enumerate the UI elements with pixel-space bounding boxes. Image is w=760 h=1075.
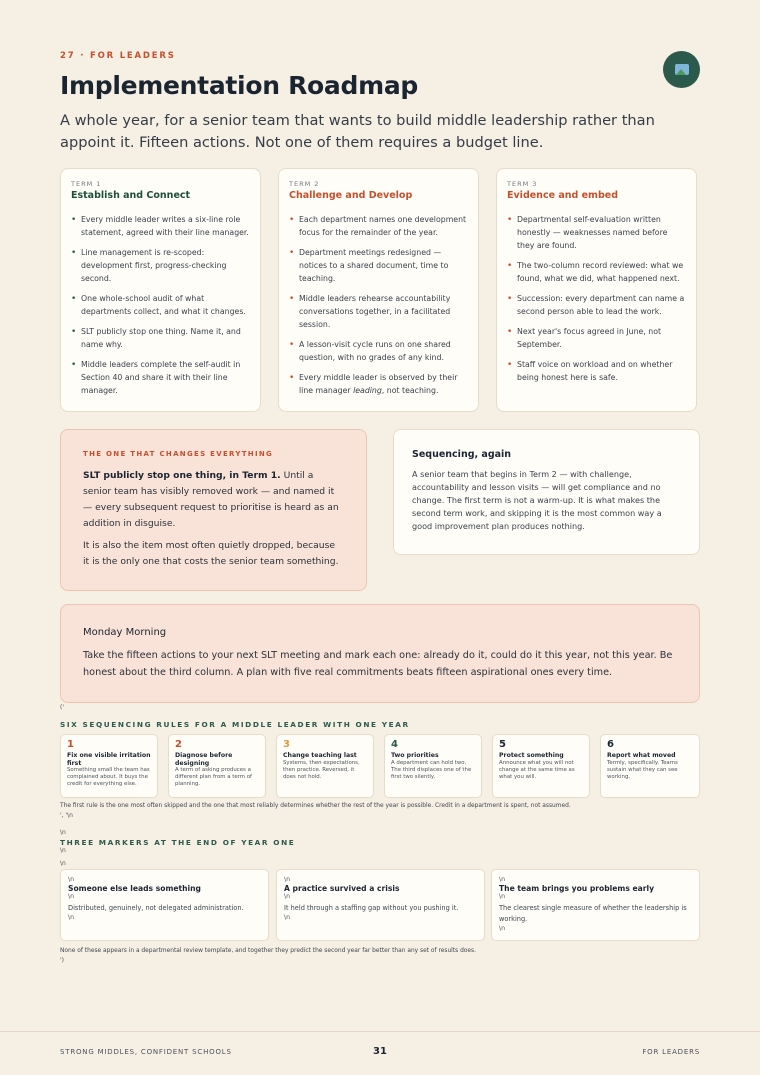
list-item: • Departmental self-evaluation written honestly — weaknesses named before they are found. (507, 214, 686, 252)
footer-divider (0, 1031, 760, 1032)
rules-heading: SIX SEQUENCING RULES FOR A MIDDLE LEADER WITH ONE YEAR (60, 720, 410, 729)
rule-title: Report what moved (607, 752, 676, 759)
rule-card (60, 734, 158, 798)
raw-fragment: \n (499, 876, 506, 883)
rule-number: 6 (607, 739, 614, 750)
list-item-text: Every middle leader is observed by their line manager leading, not teaching. (299, 372, 458, 395)
rule-number: 1 (67, 739, 74, 750)
rule-card (384, 734, 482, 798)
marker-description: The clearest single measure of whether the leadership is working. (499, 904, 687, 923)
raw-fragment: \n (499, 925, 506, 932)
raw-fragment: \n (60, 829, 66, 836)
raw-fragment: ', '\n (60, 812, 73, 819)
term-3-card (496, 168, 697, 412)
list-item: • Staff voice on workload and on whether being honest here is safe. (507, 359, 686, 385)
list-item: • Succession: every department can name a second person able to lead the work. (507, 293, 686, 319)
raw-fragment: (' (60, 704, 64, 711)
term-label: TERM 1 (71, 180, 102, 188)
rule-description: Termly, specifically. Teams sustain what they can see working. (607, 759, 678, 780)
raw-fragment: \n (284, 876, 291, 883)
rule-description: A term of asking produces a different plan from a term of planning. (175, 767, 252, 787)
list-item: • Line management is re-scoped: development first, progress-checking second. (71, 247, 250, 285)
term-title: Establish and Connect (71, 190, 191, 201)
raw-fragment: \n (60, 847, 66, 854)
term-title: Challenge and Develop (289, 190, 413, 201)
rule-card (600, 734, 700, 798)
list-item: • The two-column record reviewed: what we found, what we did, what happened next. (507, 260, 686, 286)
rule-number: 4 (391, 739, 398, 750)
rule-card (492, 734, 590, 798)
rule-description: Announce what you will not change at the same time as what you will. (499, 759, 575, 780)
rule-card (168, 734, 266, 798)
footer-book-title: STRONG MIDDLES, CONFIDENT SCHOOLS (60, 1048, 232, 1056)
list-item: • Middle leaders rehearse accountability conversations together, in a facilitated session. (289, 293, 468, 331)
rule-number: 5 (499, 739, 506, 750)
list-item: • Middle leaders complete the self-audit in Section 40 and share it with their line manager. (71, 359, 250, 397)
marker-description: It held through a staffing gap without you pushing it. (284, 904, 459, 912)
raw-fragment: \n (284, 914, 291, 921)
raw-fragment: \n (68, 876, 75, 883)
term-title: Evidence and embed (507, 190, 618, 201)
callout-paragraph: It is also the item most often quietly dropped, because it is the only one that costs the senior team something. (83, 540, 339, 567)
marker-description: Distributed, genuinely, not delegated administration. (68, 904, 244, 912)
sequencing-title: Sequencing, again (412, 449, 512, 460)
marker-card (60, 869, 269, 941)
rule-card (276, 734, 374, 798)
monday-title: Monday Morning (83, 627, 167, 638)
marker-title: The team brings you problems early (499, 884, 655, 893)
raw-fragment: \n (68, 893, 75, 900)
monday-morning-box (60, 604, 700, 703)
rule-title: Diagnose before designing (175, 752, 233, 767)
rule-description: Something small the team has complained about. It buys the credit for everything else. (67, 767, 150, 787)
marker-card (491, 869, 700, 941)
rule-number: 2 (175, 739, 182, 750)
raw-fragment: \n (499, 893, 506, 900)
raw-fragment: ') (60, 957, 64, 964)
list-item: • A lesson-visit cycle runs on one shared question, with no grades of any kind. (289, 339, 468, 365)
rules-note: The first rule is the one most often skipped and the one that most reliably determines whether the rest of the year is possible. Credit in a department is spent, not assumed. (60, 803, 571, 809)
rule-title: Fix one visible irritation first (67, 752, 151, 767)
list-item: • One whole-school audit of what departments collect, and what it changes. (71, 293, 250, 319)
key-action-callout (60, 429, 367, 591)
callout-text: Until a senior team has visibly removed work — and named it — every subsequent request to prioritise is heard as an addition in disguise. (83, 470, 339, 529)
markers-heading: THREE MARKERS AT THE END OF YEAR ONE (60, 838, 296, 847)
term-label: TERM 3 (507, 180, 538, 188)
term-action-list (71, 214, 250, 398)
raw-fragment: \n (68, 914, 75, 921)
page-number: 31 (373, 1046, 387, 1057)
term-action-list (507, 214, 686, 385)
rule-description: Systems, then expectations, then practice. Reversed, it does not hold. (283, 759, 360, 780)
monday-body: Take the fifteen actions to your next SLT meeting and mark each one: already do it, could do it this year, not this year. Be honest about the third column. A plan with five real commitments beats fifteen aspirational ones every time. (83, 650, 673, 678)
sequencing-body: A senior team that begins in Term 2 — with challenge, accountability and lesson visits — will get compliance and no change. The first term is not a warm-up. It is what makes the second term work, and skipping it is the most common way a good improvement plan produces nothing. (412, 469, 662, 531)
footer-section: FOR LEADERS (642, 1048, 700, 1056)
list-item: • SLT publicly stop one thing. Name it, and name why. (71, 326, 250, 352)
list-item: • Every middle leader writes a six-line role statement, agreed with their line manager. (71, 214, 250, 240)
marker-title: Someone else leads something (68, 884, 201, 893)
page-subtitle: A whole year, for a senior team that wants to build middle leadership rather than appoint it. Fifteen actions. Not one of them requires a budget line. (60, 112, 655, 151)
section-eyebrow: 27 · FOR LEADERS (60, 51, 176, 61)
list-item: • Next year's focus agreed in June, not September. (507, 326, 686, 352)
marker-title: A practice survived a crisis (284, 884, 400, 893)
list-item: • Department meetings redesigned — notices to a shared document, time to teaching. (289, 247, 468, 285)
landscape-picture-icon (663, 51, 700, 88)
rule-number: 3 (283, 739, 290, 750)
markers-note: None of these appears in a departmental review template, and together they predict the second year far better than any set of results does. (60, 948, 476, 954)
raw-fragment: \n (60, 860, 66, 867)
callout-tag: THE ONE THAT CHANGES EVERYTHING (83, 450, 274, 458)
list-item: • Each department names one development focus for the remainder of the year. (289, 214, 468, 240)
raw-fragment: \n (284, 893, 291, 900)
marker-card (276, 869, 485, 941)
page-title: Implementation Roadmap (60, 71, 418, 100)
sequencing-box (393, 429, 700, 555)
rule-title: Protect something (499, 752, 564, 759)
term-1-card (60, 168, 261, 412)
rule-description: A department can hold two. The third displaces one of the first two silently. (391, 759, 472, 780)
term-2-card (278, 168, 479, 412)
rule-title: Two priorities (391, 752, 439, 759)
term-label: TERM 2 (289, 180, 320, 188)
callout-lead: SLT publicly stop one thing, in Term 1. (83, 470, 281, 481)
callout-paragraph (83, 468, 344, 532)
term-action-list (289, 214, 468, 398)
list-item (289, 372, 468, 398)
rule-title: Change teaching last (283, 752, 357, 759)
